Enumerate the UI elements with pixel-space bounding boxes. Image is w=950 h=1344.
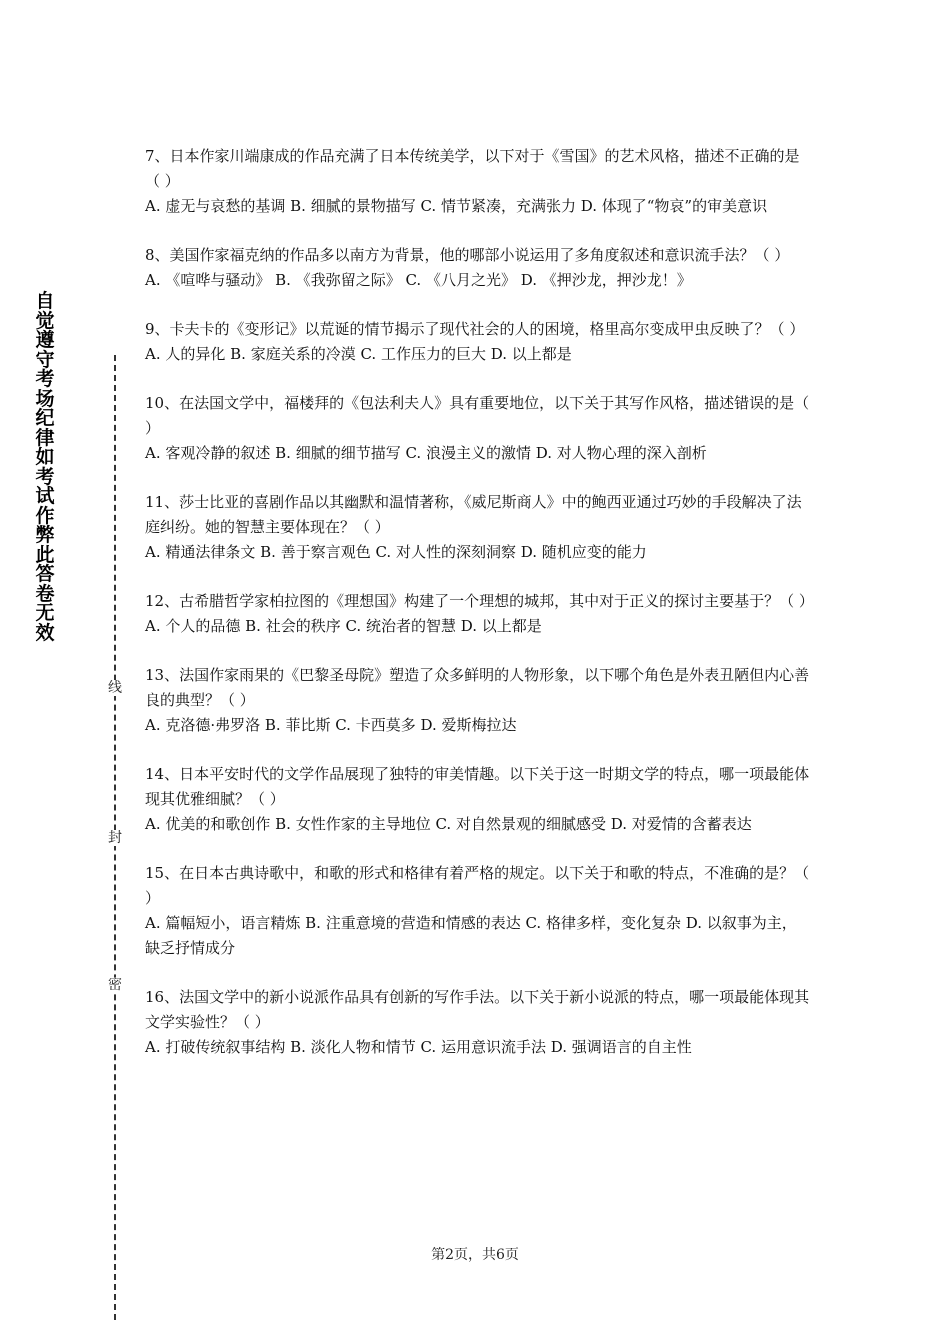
question-options: A. 克洛德·弗罗洛 B. 菲比斯 C. 卡西莫多 D. 爱斯梅拉达 — [145, 716, 517, 734]
question-stem: 11、莎士比亚的喜剧作品以其幽默和温情著称，《威尼斯商人》中的鲍西亚通过巧妙的手段解决了法庭纠纷。她的智慧主要体现在？（ ） — [145, 493, 802, 536]
question-14 — [145, 762, 810, 837]
exam-discipline-notice: 自觉遵守考场纪律如考试作弊此答卷无效 — [35, 290, 55, 644]
question-11 — [145, 490, 810, 565]
question-stem: 9、卡夫卡的《变形记》以荒诞的情节揭示了现代社会的人的困境，格里高尔变成甲虫反映了？（ ） — [145, 320, 805, 338]
question-options: A. 客观冷静的叙述 B. 细腻的细节描写 C. 浪漫主义的激情 D. 对人物心理的深入剖析 — [145, 444, 707, 462]
question-options: A. 《喧哗与骚动》 B. 《我弥留之际》 C. 《八月之光》 D. 《押沙龙，押沙龙！》 — [145, 271, 692, 289]
question-10 — [145, 391, 810, 466]
question-stem: 7、日本作家川端康成的作品充满了日本传统美学，以下对于《雪国》的艺术风格，描述不正确的是（ ） — [145, 147, 800, 190]
question-13 — [145, 663, 810, 738]
binding-label-secret: 密 — [108, 977, 122, 993]
question-12 — [145, 589, 814, 639]
question-stem: 15、在日本古典诗歌中，和歌的形式和格律有着严格的规定。以下关于和歌的特点，不准确的是？（ ） — [145, 864, 810, 907]
question-stem: 12、古希腊哲学家柏拉图的《理想国》构建了一个理想的城邦，其中对于正义的探讨主要基于？（ ） — [145, 592, 814, 610]
question-options: A. 精通法律条文 B. 善于察言观色 C. 对人性的深刻洞察 D. 随机应变的能力 — [145, 543, 647, 561]
question-9 — [145, 317, 810, 367]
binding-label-seal: 封 — [108, 830, 122, 846]
question-15 — [145, 861, 810, 961]
question-list — [145, 144, 814, 1084]
binding-label-line: 线 — [108, 680, 122, 696]
question-8 — [145, 243, 810, 293]
question-options: A. 人的异化 B. 家庭关系的冷漠 C. 工作压力的巨大 D. 以上都是 — [145, 345, 572, 363]
question-stem: 16、法国文学中的新小说派作品具有创新的写作手法。以下关于新小说派的特点，哪一项最能体现其文学实验性？（ ） — [145, 988, 810, 1031]
question-options: A. 篇幅短小，语言精炼 B. 注重意境的营造和情感的表达 C. 格律多样，变化复杂 D. 以叙事为主，缺乏抒情成分 — [145, 914, 797, 957]
page-number-footer: 第2页，共6页 — [431, 1247, 519, 1263]
question-options: A. 虚无与哀愁的基调 B. 细腻的景物描写 C. 情节紧凑，充满张力 D. 体现了“物哀”的审美意识 — [145, 197, 768, 215]
question-options: A. 优美的和歌创作 B. 女性作家的主导地位 C. 对自然景观的细腻感受 D. 对爱情的含蓄表达 — [145, 815, 752, 833]
question-stem: 13、法国作家雨果的《巴黎圣母院》塑造了众多鲜明的人物形象，以下哪个角色是外表丑陋但内心善良的典型？（ ） — [145, 666, 810, 709]
question-16 — [145, 985, 810, 1060]
question-stem: 8、美国作家福克纳的作品多以南方为背景，他的哪部小说运用了多角度叙述和意识流手法？（ ） — [145, 246, 790, 264]
question-stem: 14、日本平安时代的文学作品展现了独特的审美情趣。以下关于这一时期文学的特点，哪一项最能体现其优雅细腻？（ ） — [145, 765, 810, 808]
question-7 — [145, 144, 810, 219]
question-options: A. 个人的品德 B. 社会的秩序 C. 统治者的智慧 D. 以上都是 — [145, 617, 542, 635]
question-stem: 10、在法国文学中，福楼拜的《包法利夫人》具有重要地位，以下关于其写作风格，描述错误的是（ ） — [145, 394, 810, 437]
question-options: A. 打破传统叙事结构 B. 淡化人物和情节 C. 运用意识流手法 D. 强调语言的自主性 — [145, 1038, 692, 1056]
